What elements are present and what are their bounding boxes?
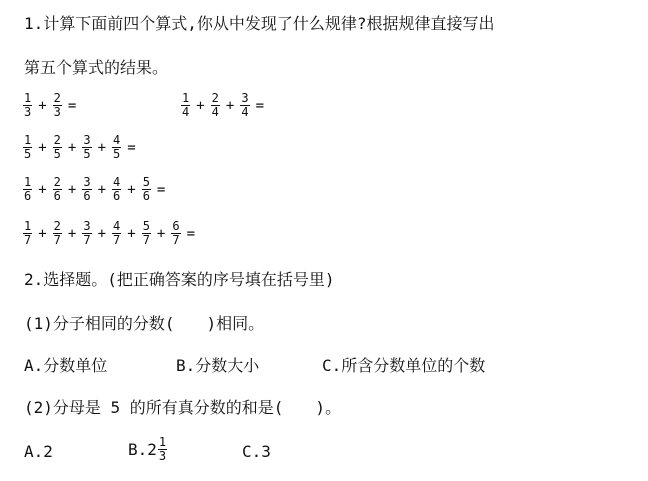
numerator: 4	[113, 175, 121, 189]
option-b-whole: B.2	[128, 439, 157, 459]
denominator: 6	[53, 189, 61, 203]
plus-sign: +	[156, 225, 166, 242]
denominator: 3	[53, 105, 61, 119]
equals-sign: =	[67, 97, 77, 114]
numerator: 3	[241, 91, 249, 105]
denominator: 5	[113, 147, 121, 161]
fraction	[142, 176, 151, 203]
q1-line2: 第五个算式的结果。	[24, 58, 169, 77]
denominator: 4	[241, 105, 249, 119]
denominator: 4	[211, 105, 219, 119]
q2-sub1-question: (1)分子相同的分数( )相同。	[24, 314, 265, 333]
equals-sign: =	[127, 139, 136, 156]
expr-1	[22, 92, 76, 119]
numerator: 4	[113, 219, 121, 233]
fraction	[53, 176, 62, 203]
equals-sign: =	[186, 225, 196, 242]
fraction	[23, 220, 32, 247]
numerator: 2	[53, 219, 61, 233]
numerator: 3	[83, 219, 91, 233]
q2-sub1-option-b: B.分数大小	[176, 356, 260, 375]
plus-sign: +	[38, 181, 47, 198]
fraction	[82, 134, 91, 161]
equals-sign: =	[255, 97, 265, 114]
numerator: 2	[53, 91, 61, 105]
denominator: 7	[24, 233, 32, 247]
equals-sign: =	[156, 181, 166, 198]
numerator: 3	[83, 133, 91, 147]
numerator: 6	[172, 219, 180, 233]
plus-sign: +	[38, 225, 47, 242]
numerator: 2	[211, 91, 219, 105]
fraction	[23, 134, 32, 161]
numerator: 5	[142, 175, 150, 189]
denominator: 7	[53, 233, 61, 247]
q2-sub2-option-c: C.3	[242, 442, 271, 461]
fraction	[240, 92, 249, 119]
option-b-denominator: 3	[158, 449, 167, 463]
fraction	[142, 220, 151, 247]
fraction	[53, 220, 62, 247]
fraction	[23, 176, 32, 203]
numerator: 1	[24, 133, 32, 147]
q2-sub2-option-b	[128, 436, 168, 463]
fraction	[211, 92, 220, 119]
denominator: 6	[113, 189, 121, 203]
numerator: 1	[24, 91, 32, 105]
fraction	[53, 92, 62, 119]
option-b-numerator: 1	[158, 435, 167, 449]
plus-sign: +	[38, 97, 47, 114]
q2-sub1-option-a: A.分数单位	[24, 356, 108, 375]
option-b-fraction	[158, 436, 167, 463]
denominator: 5	[53, 147, 61, 161]
fraction	[181, 92, 190, 119]
fraction	[23, 92, 32, 119]
numerator: 1	[24, 175, 32, 189]
fraction	[112, 220, 121, 247]
fraction	[112, 134, 121, 161]
numerator: 1	[24, 219, 32, 233]
numerator: 4	[113, 133, 121, 147]
plus-sign: +	[196, 97, 205, 114]
denominator: 5	[83, 147, 91, 161]
denominator: 4	[182, 105, 190, 119]
fraction	[53, 134, 62, 161]
q2-title: 2.选择题。(把正确答案的序号填在括号里)	[24, 270, 335, 289]
plus-sign: +	[127, 181, 136, 198]
plus-sign: +	[67, 181, 77, 198]
numerator: 2	[53, 175, 61, 189]
fraction	[82, 176, 91, 203]
q2-sub2-option-a: A.2	[24, 442, 53, 461]
numerator: 3	[83, 175, 91, 189]
expr-3	[22, 134, 136, 161]
plus-sign: +	[97, 225, 107, 242]
denominator: 5	[24, 147, 32, 161]
numerator: 1	[182, 91, 190, 105]
denominator: 7	[83, 233, 91, 247]
denominator: 7	[113, 233, 121, 247]
expr-5	[22, 220, 195, 247]
plus-sign: +	[97, 139, 107, 156]
denominator: 6	[24, 189, 32, 203]
q2-sub2-question: (2)分母是 5 的所有真分数的和是( )。	[24, 398, 342, 417]
numerator: 2	[53, 133, 61, 147]
denominator: 7	[142, 233, 150, 247]
fraction	[112, 176, 121, 203]
denominator: 6	[83, 189, 91, 203]
denominator: 3	[24, 105, 32, 119]
numerator: 5	[142, 219, 150, 233]
denominator: 6	[142, 189, 150, 203]
expr-2	[180, 92, 264, 119]
plus-sign: +	[97, 181, 107, 198]
plus-sign: +	[225, 97, 235, 114]
expr-4	[22, 176, 165, 203]
fraction	[82, 220, 91, 247]
plus-sign: +	[67, 225, 77, 242]
plus-sign: +	[127, 225, 136, 242]
plus-sign: +	[38, 139, 47, 156]
q2-sub1-option-c: C.所含分数单位的个数	[322, 356, 486, 375]
fraction	[171, 220, 180, 247]
q1-line1: 1.计算下面前四个算式,你从中发现了什么规律?根据规律直接写出	[24, 14, 495, 33]
plus-sign: +	[67, 139, 77, 156]
denominator: 7	[172, 233, 180, 247]
